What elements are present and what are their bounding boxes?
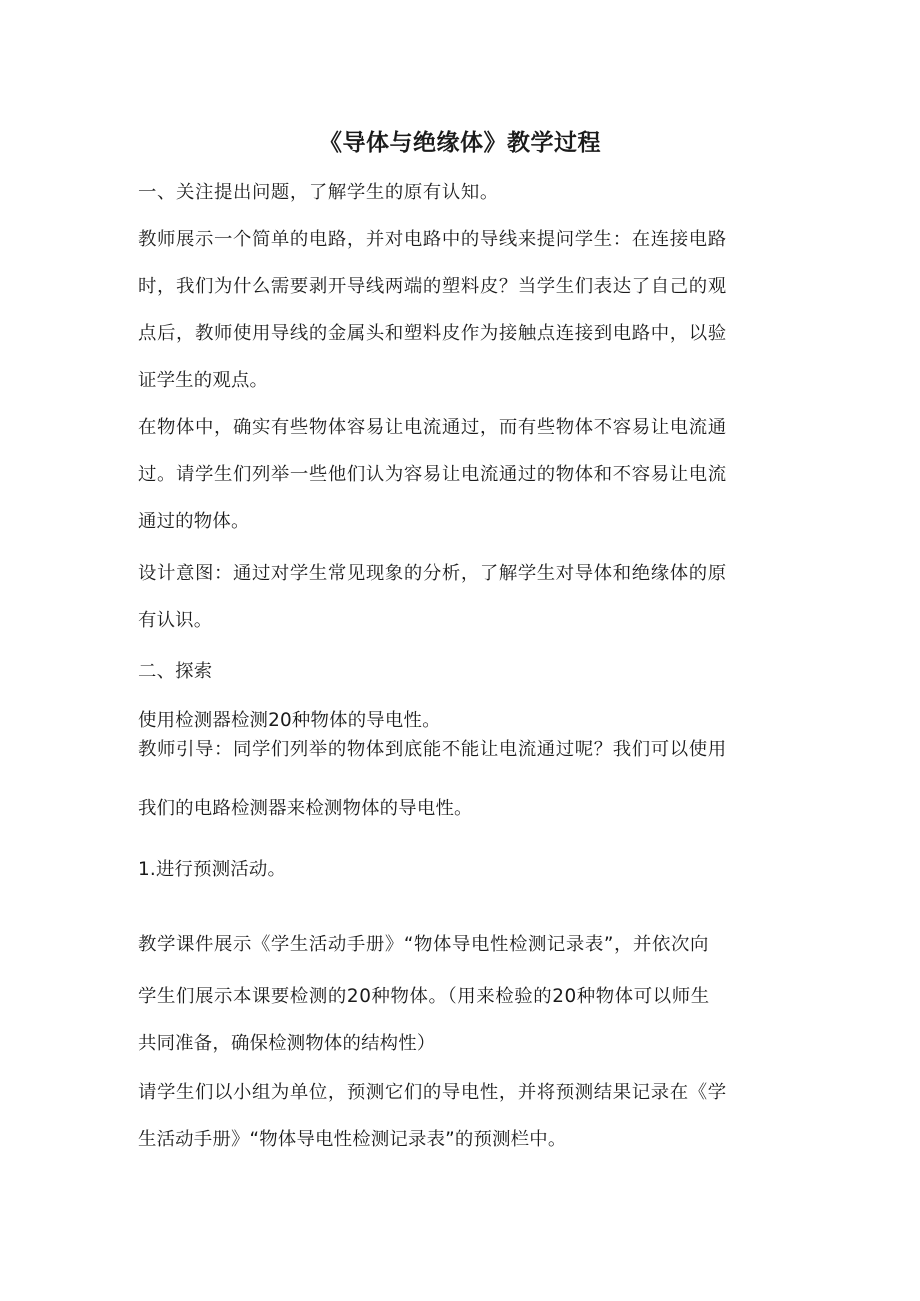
paragraph-line: 设计意图：通过对学生常见现象的分析，了解学生对导体和绝缘体的原 <box>138 563 727 584</box>
paragraph-line: 学生们展示本课要检测的20种物体。（用来检验的20种物体可以师生 <box>138 986 710 1007</box>
section-heading-2: 二、探索 <box>138 661 213 682</box>
paragraph-line: 通过的物体。 <box>138 511 250 532</box>
paragraph-line: 有认识。 <box>138 610 213 631</box>
document-title: 《导体与绝缘体》教学过程 <box>319 130 601 156</box>
paragraph-line: 我们的电路检测器来检测物体的导电性。 <box>138 798 473 819</box>
paragraph-line: 生活动手册》“物体导电性检测记录表”的预测栏中。 <box>138 1129 567 1150</box>
paragraph-line: 共同准备，确保检测物体的结构性） <box>138 1033 436 1054</box>
paragraph-line: 教师引导：同学们列举的物体到底能不能让电流通过呢？我们可以使用 <box>138 739 727 760</box>
paragraph-line: 点后，教师使用导线的金属头和塑料皮作为接触点连接到电路中，以验 <box>138 323 727 344</box>
paragraph-line: 证学生的观点。 <box>138 370 269 391</box>
section-heading-1: 一、关注提出问题，了解学生的原有认知。 <box>138 182 499 203</box>
paragraph-line: 在物体中，确实有些物体容易让电流通过，而有些物体不容易让电流通 <box>138 417 727 438</box>
step-heading: 1.进行预测活动。 <box>138 859 287 880</box>
paragraph-line: 教学课件展示《学生活动手册》“物体导电性检测记录表”，并依次向 <box>138 934 709 955</box>
paragraph-line: 使用检测器检测20种物体的导电性。 <box>138 710 441 731</box>
paragraph-line: 请学生们以小组为单位，预测它们的导电性，并将预测结果记录在《学 <box>138 1082 727 1103</box>
paragraph-line: 过。请学生们列举一些他们认为容易让电流通过的物体和不容易让电流 <box>138 464 727 485</box>
paragraph-line: 时，我们为什么需要剥开导线两端的塑料皮？当学生们表达了自己的观 <box>138 276 727 297</box>
paragraph-line: 教师展示一个简单的电路，并对电路中的导线来提问学生：在连接电路 <box>138 229 727 250</box>
